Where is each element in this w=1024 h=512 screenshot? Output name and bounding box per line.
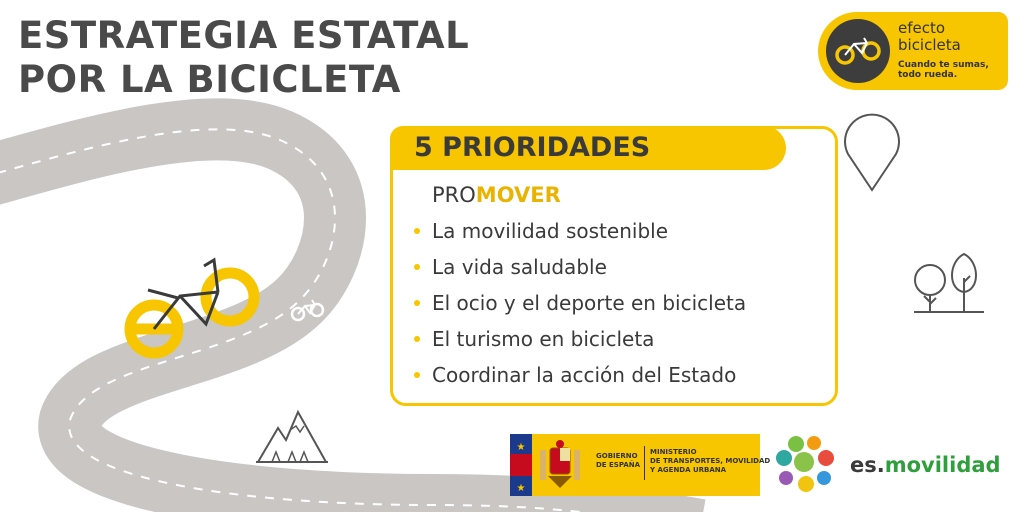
- es-movilidad-logo: [772, 434, 838, 496]
- bullet-icon: [414, 336, 420, 342]
- list-item: [414, 290, 746, 316]
- trees-icon: [908, 248, 988, 320]
- title-line-1: ESTRATEGIA ESTATAL: [18, 14, 470, 57]
- eu-flag-icon: [510, 434, 532, 496]
- bicycle-icon: [290, 296, 326, 324]
- divider: [644, 446, 645, 480]
- list-item: [414, 326, 654, 352]
- title-line-2: POR LA BICICLETA: [18, 58, 401, 101]
- gobierno-line-2: DE ESPAÑA: [596, 461, 641, 469]
- spain-coat-of-arms: [536, 438, 584, 492]
- list-item: [414, 218, 668, 244]
- map-pin-icon: [840, 106, 904, 192]
- list-item-label: La movilidad sostenible: [432, 219, 668, 243]
- es-movilidad-wordmark: [850, 452, 1001, 478]
- priorities-heading: 5 PRIORIDADES: [414, 132, 651, 163]
- promover-b: MOVER: [475, 183, 561, 207]
- promover-subheading: [432, 182, 561, 208]
- page-title: [18, 14, 469, 102]
- list-item: [414, 362, 736, 388]
- gobierno-line-1: GOBIERNO: [596, 452, 638, 460]
- ministerio-line-2: DE TRANSPORTES, MOVILIDAD: [650, 457, 771, 465]
- list-item-label: El ocio y el deporte en bicicleta: [432, 291, 747, 315]
- promover-a: PRO: [432, 183, 476, 207]
- list-item: [414, 254, 607, 280]
- esm-a: es.: [850, 453, 885, 477]
- bullet-icon: [414, 228, 420, 234]
- badge-tagline-2: todo rueda.: [898, 70, 958, 80]
- list-item-label: El turismo en bicicleta: [432, 327, 655, 351]
- ministerio-line-3: Y AGENDA URBANA: [650, 466, 727, 474]
- badge-tagline-1: Cuando te sumas,: [898, 60, 989, 70]
- bicycle-icon: [118, 252, 266, 368]
- svg-text:★: ★: [516, 442, 526, 453]
- list-item-label: La vida saludable: [432, 255, 607, 279]
- bullet-icon: [414, 264, 420, 270]
- svg-text:★: ★: [516, 483, 526, 494]
- esm-b: movilidad: [884, 453, 1001, 477]
- badge-line-2: bicicleta: [898, 36, 961, 54]
- bullet-icon: [414, 300, 420, 306]
- bicycle-icon: [834, 36, 882, 66]
- badge-line-1: efecto: [898, 19, 946, 37]
- mountain-icon: [254, 406, 330, 466]
- bullet-icon: [414, 372, 420, 378]
- list-item-label: Coordinar la acción del Estado: [432, 363, 737, 387]
- ministerio-line-1: MINISTERIO: [650, 448, 697, 456]
